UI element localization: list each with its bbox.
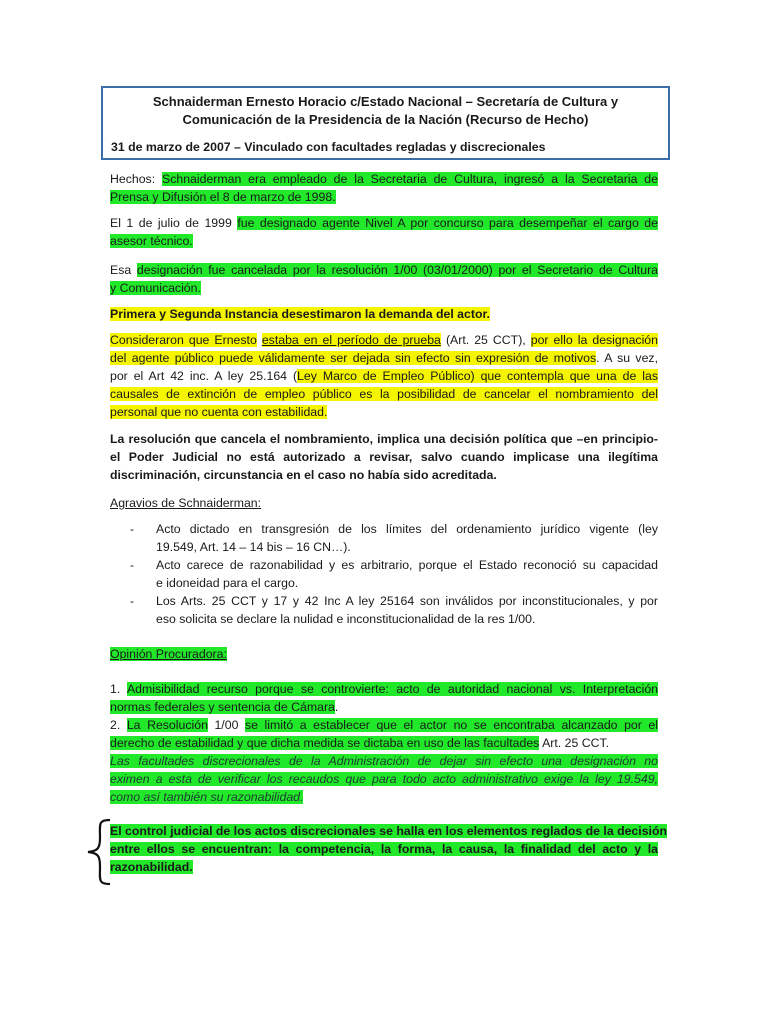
cancelada-paragraph — [110, 261, 658, 297]
cancelada-lead: Esa — [110, 263, 132, 277]
list-dash: - — [130, 594, 135, 608]
resolucion-line1: La resolución que cancela el nombramiento, implica una decisión política que –en principio- — [110, 432, 658, 446]
control-line1: El control judicial de los actos discrecionales se halla en los elementos reglados de la decisión — [110, 824, 667, 838]
agravios-heading: Agravios de Schnaiderman: — [110, 496, 262, 510]
consideraron-line2b: . A su vez, — [596, 351, 658, 365]
opinion-point-1: 1. Admisibilidad recurso porque se controvierte: acto de autoridad nacional vs. Interpretación normas federales y sentencia de Cámara. — [110, 682, 658, 714]
opinion-p1-line1: Admisibilidad recurso porque se controvierte: acto de autoridad nacional vs. Interpretación — [126, 682, 658, 696]
agravios-list — [130, 520, 658, 628]
case-title-line2: Comunicación de la Presidencia de la Nación (Recurso de Hecho) — [182, 112, 589, 127]
hechos-text-2: Prensa y Difusión el 8 de marzo de 1998. — [110, 190, 336, 204]
hechos-text-1: Schnaiderman era empleado de la Secretaria de Cultura, ingresó a la Secretaria de — [162, 172, 658, 186]
cancelada-hl-2: y Comunicación. — [110, 281, 201, 295]
list-item: - Acto dictado en transgresión de los límites del ordenamiento jurídico vigente (ley 19.549, Art. 14 – 14 bis – 16 CN…). — [130, 522, 658, 554]
hechos-label: Hechos: — [110, 172, 156, 186]
italic-line2: eximen a esta de verificar los recaudos que para todo acto administrativo exige la ley 19.549, — [110, 772, 658, 786]
consideraron-line3b: Ley Marco de Empleo Público) que contempla que una de las — [297, 369, 658, 383]
resolucion-paragraph — [110, 430, 658, 484]
opinion-italic — [110, 752, 658, 806]
opinion-p2-b: 1/00 — [214, 718, 239, 732]
control-paragraph — [110, 822, 667, 876]
consideraron-line2a: del agente público puede válidamente ser dejada sin efecto sin expresión de motivos — [110, 351, 597, 365]
instancia-text: Primera y Segunda Instancia desestimaron la demanda del actor. — [110, 307, 490, 321]
italic-line3: como así también su razonabilidad. — [110, 790, 304, 804]
consideraron-b: estaba en el período de prueba — [261, 333, 441, 347]
opinion-heading: Opinión Procuradora: — [110, 647, 227, 661]
opinion-p2-line2a: derecho de estabilidad y que dicha medida se dictaba en uso de las facultades — [110, 736, 540, 750]
opinion-p1-num: 1. — [110, 682, 121, 696]
control-line2: entre ellos se encuentran: la competencia, la forma, la causa, la finalidad del acto y la — [110, 842, 658, 856]
designado-hl-2: asesor técnico. — [110, 234, 193, 248]
designado-paragraph — [110, 214, 658, 250]
title-box — [101, 86, 670, 160]
consideraron-line5: personal que no cuenta con estabilidad. — [110, 405, 328, 419]
italic-line1: Las facultades discrecionales de la Administración de dejar sin efecto una designación no — [110, 754, 658, 768]
opinion-p2-line2b: Art. 25 CCT. — [542, 736, 610, 750]
resolucion-line3: discriminación, circunstancia en el caso no había sido acreditada. — [110, 468, 497, 482]
consideraron-line4: causales de extinción de empleo público es la posibilidad de cancelar el nombramiento del — [110, 387, 658, 401]
instancia-paragraph — [110, 305, 658, 323]
opinion-p1-line2: normas federales y sentencia de Cámara — [110, 700, 335, 714]
curly-brace-icon — [84, 818, 114, 886]
consideraron-d: por ello la designación — [530, 333, 658, 347]
consideraron-line3a: por el Art 42 inc. A ley 25.164 ( — [110, 369, 298, 383]
designado-lead: El 1 de julio de 1999 — [110, 216, 232, 230]
cancelada-hl-1: designación fue cancelada por la resolución 1/00 (03/01/2000) por el Secretario de Cultura — [136, 263, 658, 277]
opinion-p2-a: La Resolución — [126, 718, 208, 732]
opinion-p2-c: se limitó a establecer que el actor no se encontraba alcanzado por el — [244, 718, 658, 732]
opinion-point-2 — [110, 716, 658, 752]
opinion-p2-num: 2. — [110, 718, 121, 732]
consideraron-a: Consideraron que Ernesto — [110, 333, 257, 347]
case-title-line1: Schnaiderman Ernesto Horacio c/Estado Nacional – Secretaría de Cultura y — [152, 94, 619, 109]
control-line3: razonabilidad. — [110, 860, 193, 874]
resolucion-line2: el Poder Judicial no está autorizado a revisar, salvo cuando implicase una ilegítima — [110, 450, 658, 464]
consideraron-paragraph — [110, 331, 658, 421]
list-dash: - — [130, 558, 135, 572]
list-item: - Los Arts. 25 CCT y 17 y 42 Inc A ley 25164 son inválidos por inconstitucionales, y por eso solicita se declare la nulidad e inconstitucionalidad de la res 1/00. — [130, 594, 658, 626]
consideraron-c: (Art. 25 CCT), — [445, 333, 526, 347]
hechos-paragraph — [110, 170, 658, 206]
list-dash: - — [130, 522, 135, 536]
list-item: - Acto carece de razonabilidad y es arbitrario, porque el Estado reconoció su capacidad e idoneidad para el cargo. — [130, 558, 658, 590]
case-date: 31 de marzo de 2007 – Vinculado con facultades regladas y discrecionales — [111, 140, 546, 154]
designado-hl-1: fue designado agente Nivel A por concurso para desempeñar el cargo de — [237, 216, 658, 230]
